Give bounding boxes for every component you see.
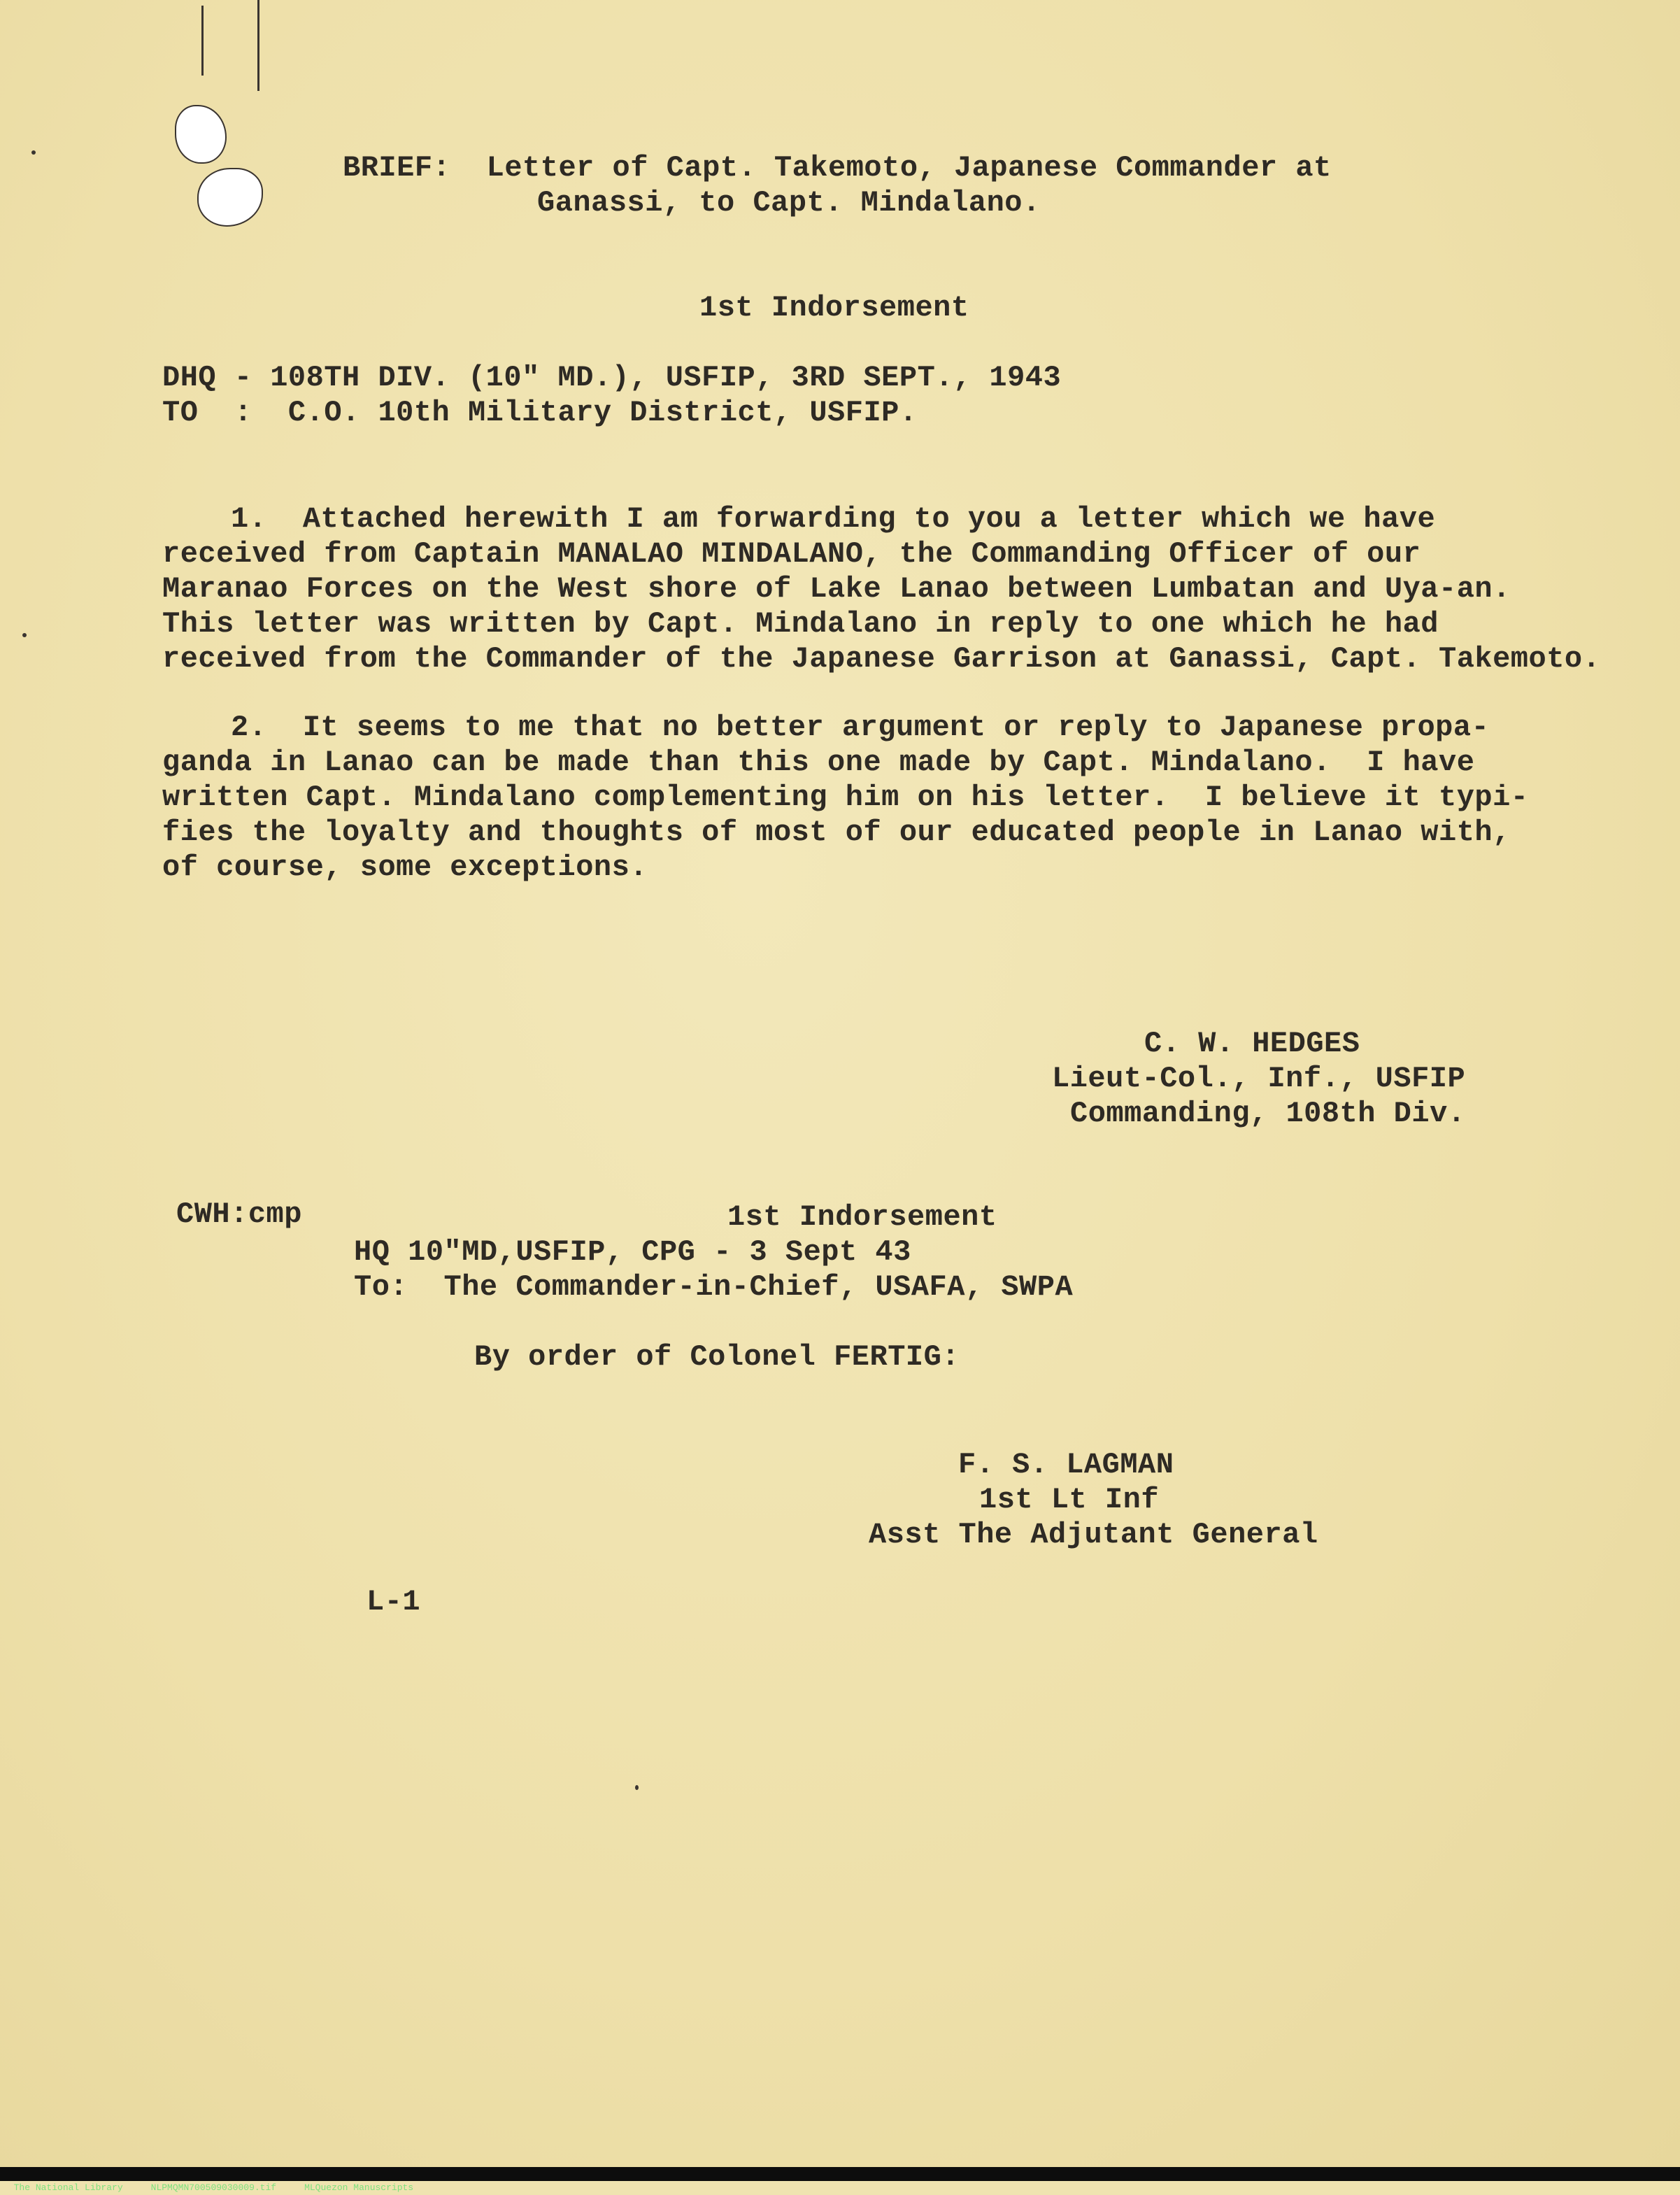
- staple-mark: [201, 6, 204, 76]
- second-indorsement-from: HQ 10"MD,USFIP, CPG - 3 Sept 43: [354, 1235, 911, 1269]
- second-signature-rank: 1st Lt Inf: [979, 1483, 1160, 1516]
- paragraph-2-line: written Capt. Mindalano complementing him on his letter. I believe it typi-: [162, 781, 1529, 814]
- paragraph-2-line: ganda in Lanao can be made than this one made by Capt. Mindalano. I have: [162, 746, 1475, 779]
- second-indorsement-heading: 1st Indorsement: [727, 1200, 997, 1234]
- paragraph-1-line: 1. Attached herewith I am forwarding to you a letter which we have: [231, 502, 1436, 536]
- footer-collection: MLQuezon Manuscripts: [304, 2182, 414, 2193]
- staple-mark: [257, 0, 259, 91]
- signature-rank: Lieut-Col., Inf., USFIP: [1052, 1062, 1466, 1095]
- footer-library: The National Library: [13, 2182, 123, 2193]
- paragraph-2-line: fies the loyalty and thoughts of most of our educated people in Lanao with,: [162, 816, 1511, 849]
- page-reference: L-1: [366, 1585, 421, 1619]
- paragraph-1-line: This letter was written by Capt. Mindalano in reply to one which he had: [162, 607, 1439, 641]
- indorsement-from: DHQ - 108TH DIV. (10" MD.), USFIP, 3RD SEPT., 1943: [162, 361, 1062, 395]
- typist-initials: CWH:cmp: [176, 1198, 302, 1231]
- paragraph-1-line: Maranao Forces on the West shore of Lake Lanao between Lumbatan and Uya-an.: [162, 572, 1511, 606]
- footer-file: NLPMQMN700509030009.tif: [150, 2182, 277, 2193]
- ink-speck: [31, 150, 36, 155]
- second-signature-name: F. S. LAGMAN: [958, 1448, 1174, 1482]
- second-indorsement-to: To: The Commander-in-Chief, USAFA, SWPA: [354, 1270, 1074, 1304]
- ink-speck: [635, 1785, 639, 1790]
- paragraph-2-line: of course, some exceptions.: [162, 851, 648, 884]
- paragraph-2-line: 2. It seems to me that no better argument or reply to Japanese propa-: [231, 711, 1490, 744]
- ink-speck: [22, 633, 27, 637]
- paragraph-1-line: received from the Commander of the Japanese Garrison at Ganassi, Capt. Takemoto.: [162, 642, 1601, 676]
- second-signature-title: Asst The Adjutant General: [869, 1518, 1318, 1551]
- paragraph-1-line: received from Captain MANALAO MINDALANO, the Commanding Officer of our: [162, 537, 1421, 571]
- signature-title: Commanding, 108th Div.: [1070, 1097, 1466, 1130]
- torn-hole: [175, 105, 227, 164]
- brief-line-2: Ganassi, to Capt. Mindalano.: [537, 186, 1041, 220]
- indorsement-heading: 1st Indorsement: [699, 291, 969, 325]
- order-line: By order of Colonel FERTIG:: [474, 1340, 960, 1374]
- brief-line-1: BRIEF: Letter of Capt. Takemoto, Japanese Commander at: [343, 151, 1332, 185]
- archive-footer: [0, 2167, 1680, 2193]
- torn-hole: [197, 168, 263, 227]
- signature-name: C. W. HEDGES: [1144, 1027, 1360, 1060]
- indorsement-to: TO : C.O. 10th Military District, USFIP.: [162, 396, 918, 429]
